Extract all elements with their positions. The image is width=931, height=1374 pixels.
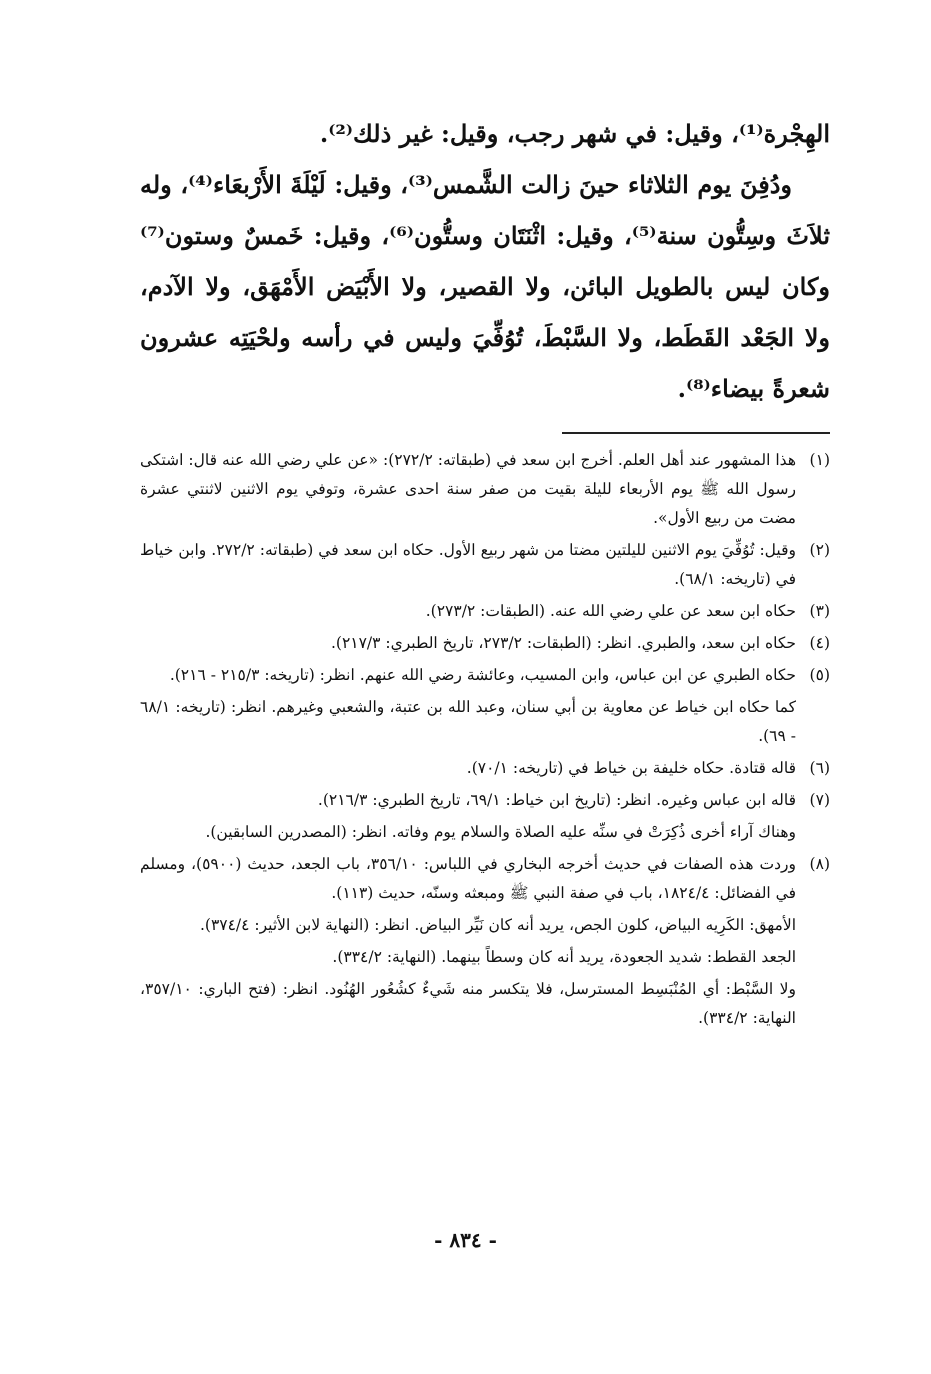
footnote-number: (٥): [809, 666, 830, 684]
footnote-2: [140, 536, 830, 594]
footnote-5-continuation: كما حكاه ابن خياط عن معاوية بن أبي سنان، وعبد الله بن عتبة، والشعبي وغيرهم. انظر: (تاريخه: ٦٨/١ - ٦٩).: [140, 698, 796, 745]
footnote-number: (٤): [809, 634, 830, 652]
footnote-text: حكاه الطبري عن ابن عباس، وابن المسيب، وعائشة رضي الله عنهم. انظر: (تاريخه: ٢١٥/٣ - ٢١٦).: [169, 666, 796, 684]
footnote-number: (٢): [809, 541, 830, 559]
main-text: [140, 108, 830, 414]
footnote-text: قاله قتادة. حكاه خليفة بن خياط في (تاريخه: ٧٠/١).: [466, 759, 796, 777]
footnote-8-continuation: الأمهق: الكَرِيه البياض، كلون الجص، يريد أنه كان نَيِّر البياض. انظر: (النهاية لابن الأثير: ٣٧٤/٤).: [199, 916, 796, 934]
footnote-3: [140, 597, 830, 626]
footnote-5: [140, 661, 830, 690]
footnote-text: وردت هذه الصفات في حديث أخرجه البخاري في اللباس: ٣٥٦/١٠، باب الجعد، حديث (٥٩٠٠)، ومسلم في الفضائل: ١٨٢٤/٤، باب في صفة النبي ﷺ ومبعثه وسنّه، حديث (١١٣).: [140, 855, 796, 902]
footnote-7-continuation: وهناك آراء أخرى ذُكِرَتْ في سنِّه عليه الصلاة والسلام يوم وفاته. انظر: (المصدرين السابقين).: [205, 823, 796, 841]
footnote-number: (٦): [809, 759, 830, 777]
footnote-7: [140, 786, 830, 815]
footnote-number: (٣): [809, 602, 830, 620]
main-text-line-1: الهِجْرة⁽¹⁾، وقيل: في شهر رجب، وقيل: غير ذلك⁽²⁾.: [319, 119, 830, 148]
main-text-paragraph: ودُفِنَ يوم الثلاثاء حينَ زالت الشَّمس⁽³⁾، وقيل: لَيْلَةَ الأَرْبعَاء⁽⁴⁾، وله ثلاَثَ وسِتُّون سنة⁽⁵⁾، وقيل: اثْنَتَان وستُّون⁽⁶⁾، وقيل: خَمسٌ وستون⁽⁷⁾ وكان ليس بالطويل البائن، ولا القصير، ولا الأَبْيَض الأَمْهَق، ولا الآدم، ولا الجَعْد القَطَط، ولا السَّبْطَ، تُوُفِّيَ وليس في رأسه ولحْيَتِه عشرون شعرةً بيضاء⁽⁸⁾.: [140, 170, 830, 403]
footnote-1: [140, 446, 830, 533]
page-number: - ٨٣٤ -: [434, 1228, 497, 1252]
footnote-8: [140, 850, 830, 908]
footnote-text: قاله ابن عباس وغيره. انظر: (تاريخ ابن خياط: ٦٩/١، تاريخ الطبري: ٢١٦/٣).: [317, 791, 796, 809]
footnote-8-continuation: ولا السَّبْط: أي المُنْبَسِط المسترسل، فلا يتكسر منه شَيءٌ كشُعُور الهُنُود. انظر: (فتح الباري: ٣٥٧/١٠، النهاية: ٣٣٤/٢).: [140, 980, 796, 1027]
footnotes: [140, 446, 830, 1036]
footnote-number: (٨): [809, 855, 830, 873]
footnote-text: هذا المشهور عند أهل العلم. أخرج ابن سعد في (طبقاته: ٢٧٢/٢): «عن علي رضي الله عنه قال: اشتكى رسول الله ﷺ يوم الأربعاء لليلة بقيت من صفر سنة احدى عشرة، وتوفي يوم الاثنين لاثنتي عشرة مضت من ربيع الأول».: [140, 451, 796, 527]
footnote-text: وقيل: تُوُفِّيَ يوم الاثنين لليلتين مضتا من شهر ربيع الأول. حكاه ابن سعد في (طبقاته: ٢٧٢/٢. وابن خياط في (تاريخه: ٦٨/١).: [140, 541, 796, 588]
footnote-text: حكاه ابن سعد عن علي رضي الله عنه. (الطبقات: ٢٧٣/٢).: [425, 602, 796, 620]
footnote-number: (٧): [809, 791, 830, 809]
footnote-4: [140, 629, 830, 658]
footnote-6: [140, 754, 830, 783]
footnote-8-continuation: الجعد القطط: شديد الجعودة، يريد أنه كان وسطاً بينهما. (النهاية: ٣٣٤/٢).: [332, 948, 796, 966]
footnote-number: (١): [809, 451, 830, 469]
footnote-separator: [562, 432, 830, 434]
footnote-text: حكاه ابن سعد، والطبري. انظر: (الطبقات: ٢٧٣/٢، تاريخ الطبري: ٢١٧/٣).: [330, 634, 796, 652]
